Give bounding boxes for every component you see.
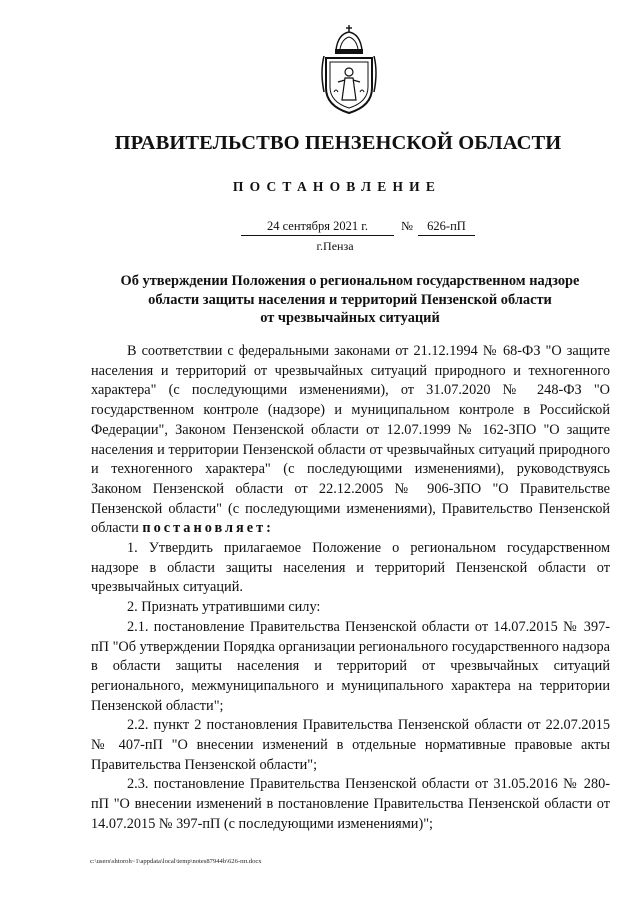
decree-date-number-line — [241, 219, 481, 237]
item-2-3: 2.3. постановление Правительства Пензенской области от 31.05.2016 № 280-пП "О внесении изменений в постановление Правительства Пензенской области от 14.07.2015 № 397-пП (с последующими изменениями)"; — [91, 776, 610, 832]
number-sign: № — [401, 219, 413, 233]
decree-label: ПОСТАНОВЛЕНИЕ — [232, 179, 442, 194]
government-title: ПРАВИТЕЛЬСТВО ПЕНЗЕНСКОЙ ОБЛАСТИ — [114, 132, 562, 154]
subject-line-3: от чрезвычайных ситуаций — [260, 310, 440, 326]
file-path-footer: c:\users\shtoroh~1\appdata\local\temp\notes87944b\626-пп.docx — [90, 858, 262, 865]
subject-line-2: области защиты населения и территорий Пензенской области — [148, 291, 552, 308]
decree-body — [91, 342, 610, 835]
preamble-paragraph — [91, 342, 610, 539]
resolves-word: постановляет: — [142, 520, 274, 537]
decree-number: 626-пП — [418, 219, 475, 236]
preamble-text: В соответствии с федеральными законами от 21.12.1994 № 68-ФЗ "О защите населения и территорий от чрезвычайных ситуаций природного и техногенного характера" (с последующими изменениями), от 31.07.2020 № 248-ФЗ "О государственном контроле (надзоре) и муниципальном контроле в Российской Федерации", Законом Пензенской области от 12.07.1999 № 162-ЗПО "О защите населения и территории Пензенской области от чрезвычайных ситуаций природного и техногенного характера" (с последующими изменениями), руководствуясь Законом Пензенской области от 22.12.2005 № 906-ЗПО "О Правительстве Пензенской области" (с последующими изменениями), Правительство Пензенской области — [91, 343, 610, 537]
coat-of-arms-emblem — [318, 22, 380, 117]
item-2-1: 2.1. постановление Правительства Пензенской области от 14.07.2015 № 397-пП "Об утверждении Порядка организации регионального государственного надзора в области защиты населения и территорий от чрезвычайных ситуаций регионального, межмуниципального и муниципального характера на территории Пензенской области"; — [91, 618, 610, 714]
subject-line-1: Об утверждении Положения о региональном государственном надзоре — [120, 273, 580, 289]
city-name: г.Пенза — [316, 239, 354, 253]
item-2-2: 2.2. пункт 2 постановления Правительства Пензенской области от 22.07.2015 № 407-пП "О внесении изменений в отдельные нормативные правовые акты Правительства Пензенской области"; — [91, 717, 610, 773]
item-2: 2. Признать утратившими силу: — [127, 599, 321, 616]
decree-date: 24 сентября 2021 г. — [241, 219, 394, 236]
decree-subject — [90, 272, 610, 328]
item-1: 1. Утвердить прилагаемое Положение о региональном государственном надзоре в области защиты населения и территорий Пензенской области от чрезвычайных ситуаций. — [91, 540, 610, 596]
